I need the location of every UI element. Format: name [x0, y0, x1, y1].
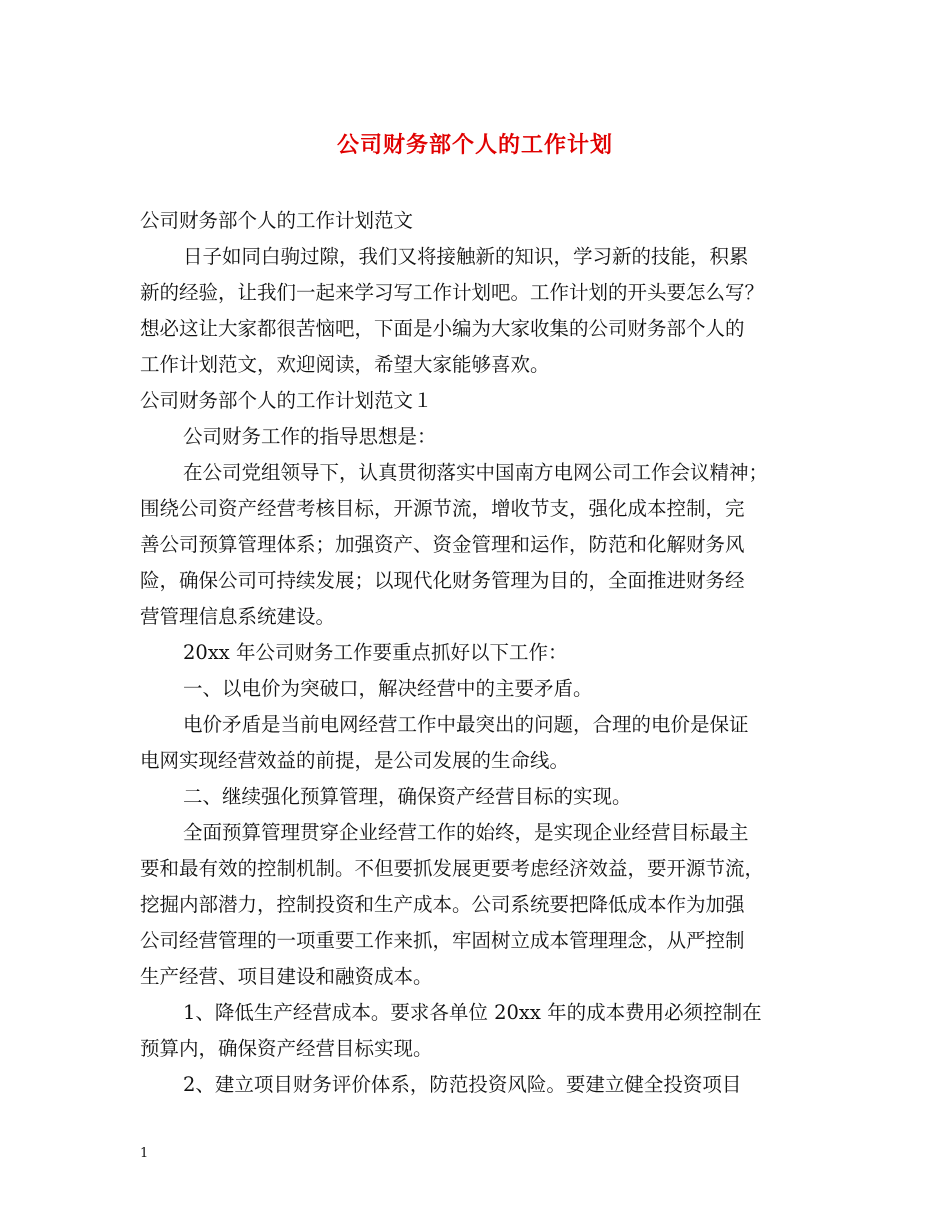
document-body — [140, 203, 820, 1103]
paragraph-line: 工作计划范文，欢迎阅读，希望大家能够喜欢。 — [140, 353, 550, 376]
document-title: 公司财务部个人的工作计划 — [336, 133, 613, 158]
paragraph-line: 预算内，确保资产经营目标实现。 — [140, 1037, 433, 1060]
paragraph-line: 在公司党组领导下，认真贯彻落实中国南方电网公司工作会议精神； — [183, 461, 769, 484]
paragraph-line: 公司经营管理的一项重要工作来抓，牢固树立成本管理理念，从严控制 — [140, 929, 745, 952]
subtitle-line: 公司财务部个人的工作计划范文 — [140, 209, 414, 232]
paragraph-line: 电价矛盾是当前电网经营工作中最突出的问题，合理的电价是保证 — [183, 713, 749, 736]
paragraph-line: 生产经营、项目建设和融资成本。 — [140, 965, 433, 988]
paragraph-line: 日子如同白驹过隙，我们又将接触新的知识，学习新的技能，积累 — [183, 245, 749, 268]
paragraph-line: 挖掘内部潜力，控制投资和生产成本。公司系统要把降低成本作为加强 — [140, 893, 745, 916]
paragraph-line: 一、以电价为突破口，解决经营中的主要矛盾。 — [183, 677, 593, 700]
paragraph-line: 想必这让大家都很苦恼吧，下面是小编为大家收集的公司财务部个人的 — [140, 317, 745, 340]
paragraph-line: 要和最有效的控制机制。不但要抓发展更要考虑经济效益，要开源节流， — [140, 857, 765, 880]
paragraph-line: 二、继续强化预算管理，确保资产经营目标的实现。 — [183, 785, 632, 808]
paragraph-line: 全面预算管理贯穿企业经营工作的始终，是实现企业经营目标最主 — [183, 821, 749, 844]
paragraph-line: 2、建立项目财务评价体系，防范投资风险。要建立健全投资项目 — [183, 1073, 742, 1096]
paragraph-line: 20xx 年公司财务工作要重点抓好以下工作： — [183, 641, 568, 664]
page-number: 1 — [140, 1146, 149, 1161]
paragraph-line: 营管理信息系统建设。 — [140, 605, 336, 628]
section-heading: 公司财务部个人的工作计划范文１ — [140, 389, 433, 412]
paragraph-line: 1、降低生产经营成本。要求各单位 20xx 年的成本费用必须控制在 — [183, 1001, 762, 1024]
paragraph-line: 新的经验，让我们一起来学习写工作计划吧。工作计划的开头要怎么写？ — [140, 281, 765, 304]
paragraph-line: 围绕公司资产经营考核目标，开源节流，增收节支，强化成本控制，完 — [140, 497, 745, 520]
paragraph-line: 善公司预算管理体系；加强资产、资金管理和运作，防范和化解财务风 — [140, 533, 745, 556]
paragraph-line: 电网实现经营效益的前提，是公司发展的生命线。 — [140, 749, 570, 772]
paragraph-line: 公司财务工作的指导思想是： — [183, 425, 437, 448]
paragraph-line: 险，确保公司可持续发展；以现代化财务管理为目的，全面推进财务经 — [140, 569, 745, 592]
